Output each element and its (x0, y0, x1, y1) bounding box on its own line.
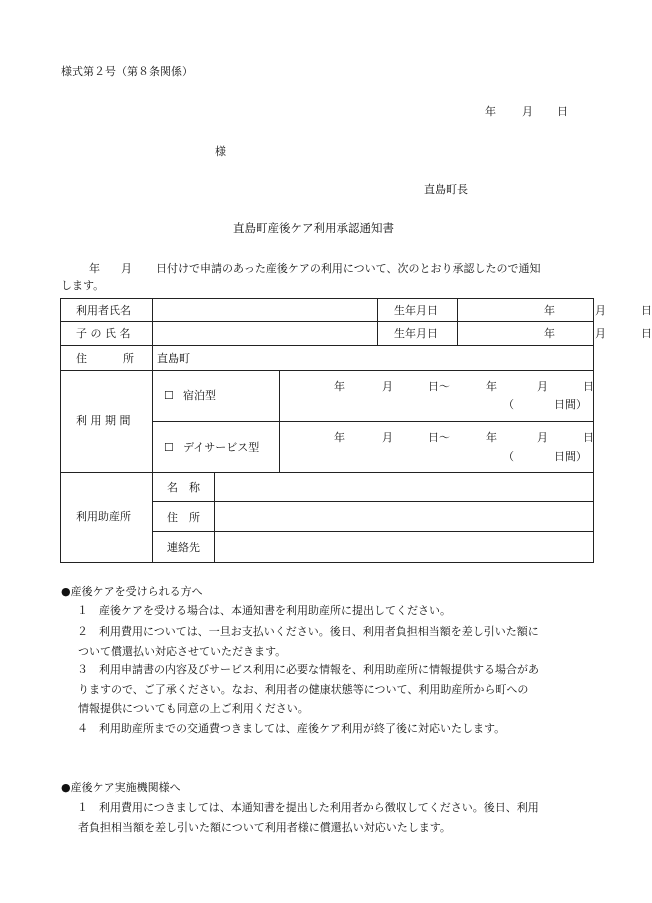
intro-month: 月 (121, 262, 132, 275)
day-end-year: 年 (486, 431, 497, 444)
user-name-value-cell (153, 299, 378, 322)
day-days-open: （ (503, 450, 514, 463)
day-service-label: デイサービス型 (183, 441, 260, 454)
child-name-label-cell (61, 322, 153, 346)
addressee-suffix: 様 (215, 145, 226, 158)
section1-heading: ●産後ケアを受けられる方へ (61, 585, 203, 598)
issuer-name: 直島町長 (424, 183, 468, 196)
address-label-cell (61, 346, 153, 371)
section1-item2-line1: 利用費用については、一旦お支払いください。後日、利用者負担相当額を差し引いた額に (99, 625, 539, 638)
address-label-second: 所 (123, 352, 134, 365)
address-label-first: 住 (76, 352, 87, 365)
day-service-period-cell (280, 422, 594, 473)
day-service-checkbox[interactable]: ☐ (164, 441, 174, 454)
stay-days-open: （ (503, 398, 514, 411)
child-birth-day: 日 (641, 327, 652, 340)
stay-type-cell (153, 371, 280, 422)
facility-contact-label: 連絡先 (167, 541, 200, 554)
user-birth-month: 月 (595, 304, 607, 317)
section2-item1-line2: 者負担相当額を差し引いた額について利用者様に償還払い対応いたします。 (78, 821, 451, 834)
stay-period-cell (280, 371, 594, 422)
section1-item1-line1: 産後ケアを受ける場合は、本通知書を利用助産所に提出してください。 (99, 604, 451, 617)
document-title: 直島町産後ケア利用承認通知書 (233, 221, 394, 235)
facility-label-cell (61, 473, 153, 563)
section1-item2-num: ２ (77, 625, 88, 638)
child-birth-label: 生年月日 (394, 327, 439, 340)
user-name-label-cell (61, 299, 153, 322)
intro-text: 日付けで申請のあった産後ケアの利用について、次のとおり承認したので通知 (156, 262, 541, 275)
section2-item1-line1: 利用費用につきましては、本通知書を提出した利用者から徴収してください。後日、利用 (99, 801, 539, 814)
section1-item3-line2: りますので、ご了承ください。なお、利用者の健康状態等について、利用助産所から町への (78, 683, 529, 696)
intro-text-continued: します。 (61, 279, 105, 292)
approval-form-table (60, 298, 652, 563)
user-name-label: 利用者氏名 (76, 304, 131, 317)
facility-contact-value-cell (215, 532, 594, 563)
facility-address-value-cell (215, 502, 594, 532)
facility-name-value-cell (215, 473, 594, 502)
stay-type-checkbox[interactable]: ☐ (164, 389, 174, 402)
day-end-day: 日 (583, 431, 594, 444)
facility-address-label: 住 所 (167, 511, 200, 524)
period-label: 利 用 期 間 (76, 414, 131, 427)
section1-item3-num: ３ (77, 663, 88, 676)
date-year-label: 年 (485, 105, 496, 118)
section2-heading: ●産後ケア実施機関様へ (61, 781, 181, 794)
stay-start-year: 年 (334, 380, 345, 393)
section2-item1-num: １ (77, 801, 88, 814)
user-birth-value-cell (458, 299, 652, 322)
stay-end-month: 月 (537, 380, 548, 393)
child-birth-month: 月 (595, 327, 607, 340)
stay-days-close: 日間） (554, 398, 587, 411)
day-start-day: 日～ (428, 431, 450, 444)
stay-start-day: 日～ (428, 380, 450, 393)
section1-item4-line1: 利用助産所までの交通費つきましては、産後ケア利用が終了後に対応いたします。 (99, 722, 506, 735)
day-days-close: 日間） (554, 450, 587, 463)
child-birth-label-cell (378, 322, 458, 346)
child-name-value-cell (153, 322, 378, 346)
section1-item2-line2: ついて償還払い対応させていただきます。 (78, 645, 287, 658)
day-start-year: 年 (334, 431, 345, 444)
section1-item4-num: ４ (77, 722, 88, 735)
form-number-label: 様式第２号（第８条関係） (61, 65, 193, 78)
section1-item1-num: １ (77, 604, 88, 617)
section1-item3-line3: 情報提供についても同意の上ご利用ください。 (78, 702, 309, 715)
child-birth-value-cell (458, 322, 652, 346)
address-value: 直島町 (157, 352, 190, 365)
facility-name-label-cell (153, 473, 215, 502)
address-value-cell (153, 346, 594, 371)
child-birth-year: 年 (544, 327, 556, 340)
facility-address-label-cell (153, 502, 215, 532)
user-birth-label-cell (378, 299, 458, 322)
facility-label: 利用助産所 (76, 510, 131, 523)
date-month-label: 月 (522, 105, 533, 118)
period-label-cell (61, 371, 153, 473)
intro-year: 年 (89, 262, 100, 275)
day-service-type-cell (153, 422, 280, 473)
date-day-label: 日 (557, 105, 568, 118)
stay-type-label: 宿泊型 (183, 389, 216, 402)
child-name-label: 子 の 氏 名 (76, 327, 131, 340)
section1-item3-line1: 利用申請書の内容及びサービス利用に必要な情報を、利用助産所に情報提供する場合があ (99, 663, 539, 676)
day-start-month: 月 (382, 431, 393, 444)
user-birth-year: 年 (544, 304, 556, 317)
user-birth-day: 日 (641, 304, 652, 317)
stay-start-month: 月 (382, 380, 393, 393)
user-birth-label: 生年月日 (394, 304, 439, 317)
day-end-month: 月 (537, 431, 548, 444)
stay-end-day: 日 (583, 380, 594, 393)
stay-end-year: 年 (486, 380, 497, 393)
facility-contact-label-cell (153, 532, 215, 563)
facility-name-label: 名 称 (167, 481, 200, 494)
